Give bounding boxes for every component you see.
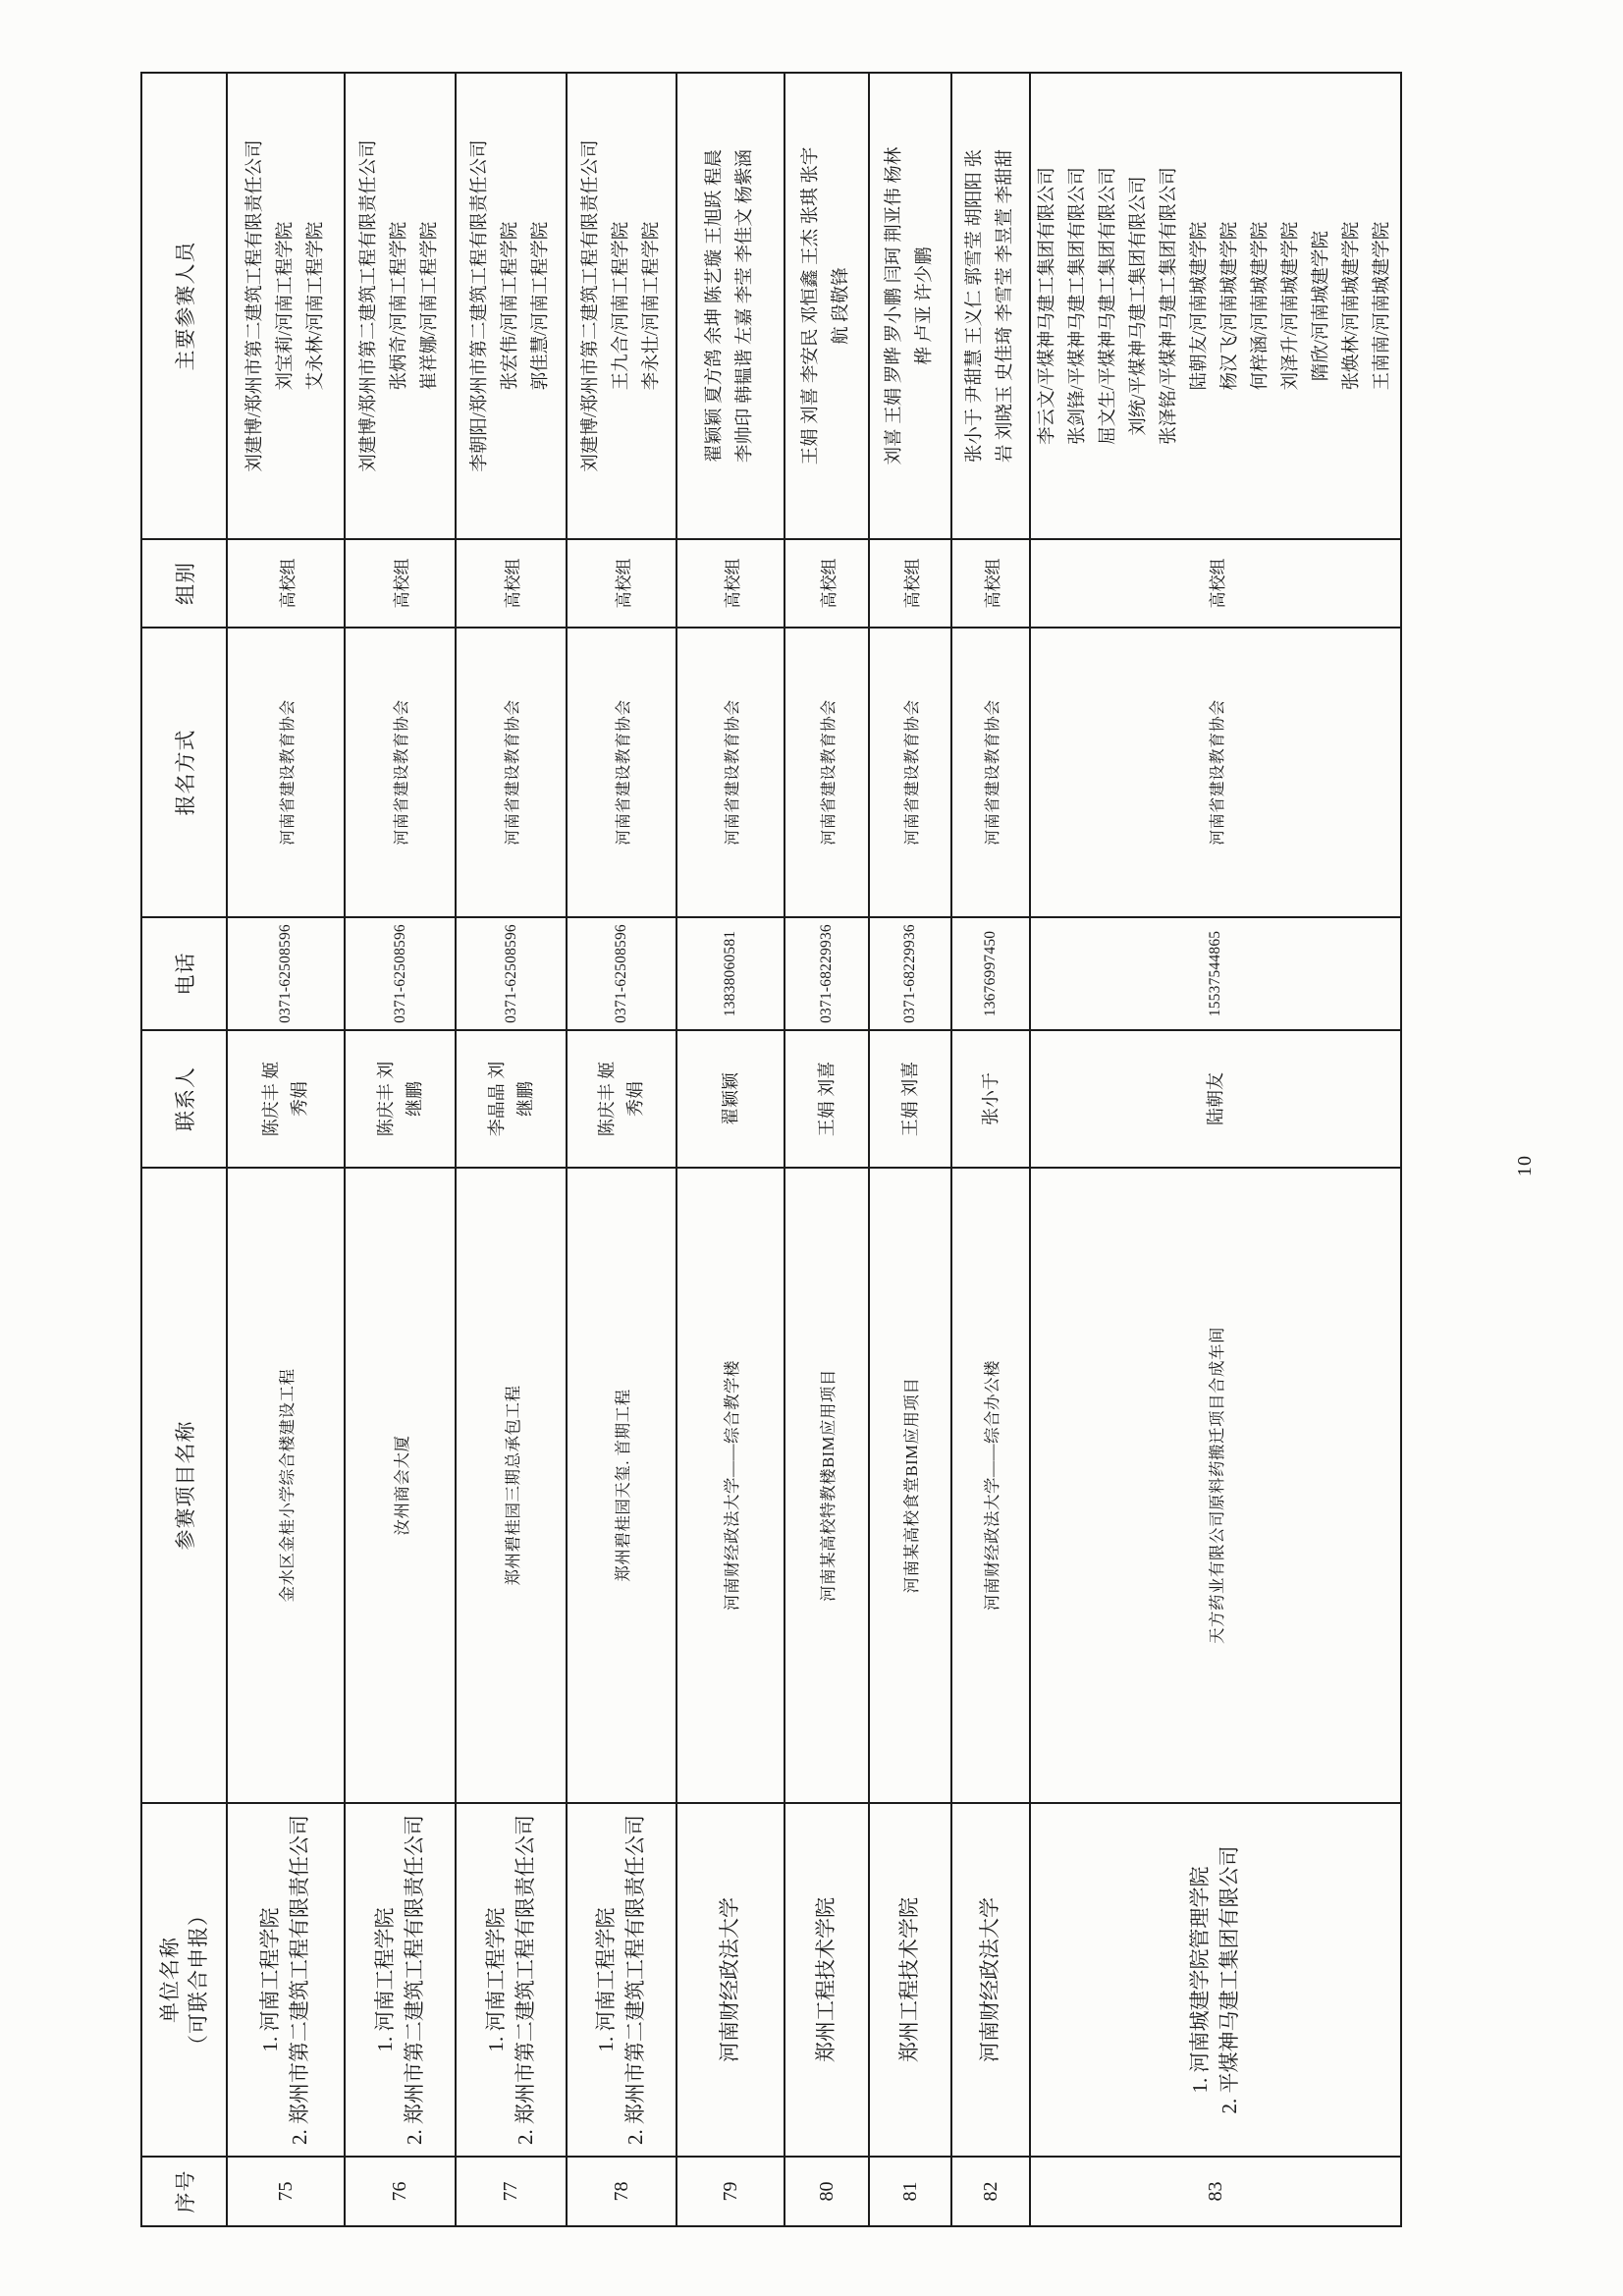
cell-project-name: 河南某高校食堂BIM应用项目 (869, 1168, 951, 1803)
cell-project-name: 金水区金桂小学综合楼建设工程 (227, 1168, 345, 1803)
table-row (567, 73, 676, 2226)
cell-main-participants (784, 73, 869, 539)
cell-phone-number: 0371-68229936 (784, 917, 869, 1030)
contact-line: 陈庆丰 刘 (375, 1061, 396, 1137)
cell-serial-number: 77 (456, 2157, 567, 2226)
unit-name-line: 2. 郑州市第二建筑工程有限责任公司 (513, 1815, 537, 2145)
header-cell-registration: 报名方式 (141, 628, 227, 917)
cell-main-participants (227, 73, 345, 539)
unit-name-line: 1. 河南城建学院管理学院 (1188, 1866, 1213, 2094)
cell-group-category: 高校组 (1030, 539, 1401, 628)
participant-line: 张炳奇/河南工程学院 (390, 221, 409, 391)
participant-line: 桦 卢亚 许少鹏 (915, 246, 935, 365)
participant-line: 刘泽升/河南城建学院 (1281, 221, 1301, 391)
table-row (227, 73, 345, 2226)
participant-line: 王娟 刘喜 李安民 邓恒鑫 王杰 张琪 张宇 (801, 146, 821, 465)
cell-project-name: 汝州商会大厦 (345, 1168, 456, 1803)
header-cell-index: 序号 (141, 2157, 227, 2226)
contact-line: 秀娟 (290, 1081, 309, 1117)
cell-unit-name (869, 1803, 951, 2157)
contact-line: 张小于 (980, 1072, 1001, 1125)
cell-project-name: 天方药业有限公司原料药搬迁项目合成车间 (1030, 1168, 1401, 1803)
cell-contact-person (456, 1030, 567, 1168)
cell-registration-method: 河南省建设教育协会 (869, 628, 951, 917)
table-row (456, 73, 567, 2226)
participant-line: 张小于 尹甜慧 王义仁 郭雪莹 胡阳阳 张 (965, 148, 985, 464)
cell-group-category: 高校组 (456, 539, 567, 628)
cell-contact-person (227, 1030, 345, 1168)
cell-unit-name (951, 1803, 1030, 2157)
participant-line: 王南南/河南城建学院 (1373, 221, 1392, 391)
participant-line: 李朝阳/郑州市第二建筑工程有限责任公司 (470, 139, 490, 472)
unit-name-line: 2. 平煤神马建工集团有限公司 (1217, 1845, 1241, 2114)
cell-group-category: 高校组 (869, 539, 951, 628)
contact-line: 陈庆丰 姬 (261, 1061, 282, 1137)
unit-name-line: 2. 郑州市第二建筑工程有限责任公司 (623, 1815, 647, 2145)
unit-name-line: 郑州工程技术学院 (814, 1897, 839, 2062)
header-unit-title: 单位名称 (158, 1937, 183, 2023)
cell-main-participants (951, 73, 1030, 539)
participant-line: 艾永林/河南工程学院 (305, 221, 326, 391)
cell-phone-number: 0371-62508596 (227, 917, 345, 1030)
cell-phone-number: 13838060581 (676, 917, 784, 1030)
participant-line: 张泽铭/平煤神马建工集团有限公司 (1160, 167, 1179, 445)
cell-group-category: 高校组 (227, 539, 345, 628)
cell-contact-person (784, 1030, 869, 1168)
cell-registration-method: 河南省建设教育协会 (951, 628, 1030, 917)
contact-line: 翟颖颖 (720, 1072, 740, 1125)
participant-line: 张宏伟/河南工程学院 (501, 221, 520, 391)
registration-table (140, 72, 1402, 2227)
header-row (141, 73, 227, 2226)
table-row (1030, 73, 1401, 2226)
unit-name-line: 1. 河南工程学院 (594, 1907, 619, 2052)
unit-name-line: 1. 河南工程学院 (258, 1907, 283, 2052)
cell-contact-person (951, 1030, 1030, 1168)
cell-main-participants (456, 73, 567, 539)
unit-name-line: 2. 郑州市第二建筑工程有限责任公司 (402, 1815, 426, 2145)
cell-serial-number: 78 (567, 2157, 676, 2226)
page-number: 10 (1514, 1155, 1536, 1176)
header-cell-contact: 联系人 (141, 1030, 227, 1168)
participant-line: 陆朝友/河南城建学院 (1190, 221, 1210, 391)
contact-line: 继鹏 (404, 1081, 424, 1117)
participant-line: 刘建博/郑州市第二建筑工程有限责任公司 (244, 139, 265, 472)
participant-line: 郭佳慧/河南工程学院 (531, 221, 551, 391)
cell-main-participants (676, 73, 784, 539)
cell-group-category: 高校组 (784, 539, 869, 628)
participant-line: 刘统/平煤神马建工集团有限公司 (1129, 176, 1149, 436)
header-cell-members: 主要参赛人员 (141, 73, 227, 539)
cell-registration-method: 河南省建设教育协会 (345, 628, 456, 917)
cell-unit-name (784, 1803, 869, 2157)
cell-main-participants (1030, 73, 1401, 539)
cell-serial-number: 76 (345, 2157, 456, 2226)
participant-line: 刘宝莉/河南工程学院 (275, 221, 296, 391)
participant-line: 杨汉飞/河南城建学院 (1220, 221, 1240, 391)
contact-line: 继鹏 (514, 1081, 535, 1117)
unit-name-line: 1. 河南工程学院 (483, 1907, 508, 2052)
cell-phone-number: 0371-62508596 (345, 917, 456, 1030)
cell-serial-number: 80 (784, 2157, 869, 2226)
participant-line: 何梓涵/河南城建学院 (1251, 221, 1271, 391)
cell-phone-number: 15537544865 (1030, 917, 1401, 1030)
table-row (951, 73, 1030, 2226)
unit-name-line: 2. 郑州市第二建筑工程有限责任公司 (288, 1815, 311, 2145)
cell-phone-number: 13676997450 (951, 917, 1030, 1030)
unit-name-line: 郑州工程技术学院 (897, 1897, 922, 2062)
participant-line: 李永壮/河南工程学院 (641, 221, 662, 391)
participant-line: 崔祥娜/河南工程学院 (420, 221, 440, 391)
cell-registration-method: 河南省建设教育协会 (567, 628, 676, 917)
cell-unit-name (456, 1803, 567, 2157)
cell-unit-name (345, 1803, 456, 2157)
cell-main-participants (345, 73, 456, 539)
header-cell-group: 组别 (141, 539, 227, 628)
cell-group-category: 高校组 (676, 539, 784, 628)
participant-line: 屈文生/平煤神马建工集团有限公司 (1099, 167, 1118, 445)
contact-line: 王娟 刘喜 (816, 1061, 837, 1137)
cell-project-name: 郑州碧桂园天玺. 首期工程 (567, 1168, 676, 1803)
table-row (869, 73, 951, 2226)
cell-registration-method: 河南省建设教育协会 (456, 628, 567, 917)
table-row (784, 73, 869, 2226)
cell-group-category: 高校组 (567, 539, 676, 628)
cell-group-category: 高校组 (951, 539, 1030, 628)
cell-serial-number: 82 (951, 2157, 1030, 2226)
cell-group-category: 高校组 (345, 539, 456, 628)
cell-contact-person (567, 1030, 676, 1168)
cell-serial-number: 83 (1030, 2157, 1401, 2226)
participant-line: 张剑锋/平煤神马建工集团有限公司 (1068, 167, 1088, 445)
participant-line: 王九合/河南工程学院 (611, 221, 631, 391)
participant-line: 张焕林/河南城建学院 (1342, 221, 1362, 391)
cell-phone-number: 0371-62508596 (456, 917, 567, 1030)
participant-line: 李云文/平煤神马建工集团有限公司 (1038, 167, 1057, 445)
cell-contact-person (869, 1030, 951, 1168)
participant-line: 刘建博/郑州市第二建筑工程有限责任公司 (580, 139, 601, 472)
cell-unit-name (676, 1803, 784, 2157)
cell-main-participants (869, 73, 951, 539)
unit-name-line: 河南财经政法大学 (978, 1897, 1002, 2062)
cell-serial-number: 81 (869, 2157, 951, 2226)
cell-project-name: 河南财经政法大学——综合教学楼 (676, 1168, 784, 1803)
cell-contact-person (676, 1030, 784, 1168)
header-unit-subtitle: （可联合申报） (186, 1904, 210, 2055)
unit-name-line: 1. 河南工程学院 (372, 1907, 397, 2052)
participant-line: 李帅印 韩韫谐 左嘉 李莹 李佳文 杨紫涵 (735, 148, 755, 464)
contact-line: 陆朝友 (1205, 1072, 1225, 1125)
participant-line: 刘建博/郑州市第二建筑工程有限责任公司 (359, 139, 379, 472)
participant-line: 隋欣/河南城建学院 (1312, 230, 1331, 382)
cell-main-participants (567, 73, 676, 539)
cell-registration-method: 河南省建设教育协会 (784, 628, 869, 917)
cell-project-name: 河南财经政法大学——综合办公楼 (951, 1168, 1030, 1803)
participant-line: 翟颖颖 夏方鸽 余坤 陈艺璇 王旭跃 程晨 (705, 148, 725, 464)
participant-line: 岩 刘晓玉 史佳琦 李雪莹 李昱萱 李甜甜 (996, 148, 1015, 464)
header-cell-unit (141, 1803, 227, 2157)
cell-phone-number: 0371-62508596 (567, 917, 676, 1030)
cell-serial-number: 75 (227, 2157, 345, 2226)
cell-registration-method: 河南省建设教育协会 (227, 628, 345, 917)
contact-line: 李晶晶 刘 (486, 1061, 507, 1137)
contact-line: 陈庆丰 姬 (597, 1061, 618, 1137)
contact-line: 王娟 刘喜 (899, 1061, 920, 1137)
cell-project-name: 郑州碧桂园三期总承包工程 (456, 1168, 567, 1803)
cell-unit-name (1030, 1803, 1401, 2157)
cell-serial-number: 79 (676, 2157, 784, 2226)
table-row (676, 73, 784, 2226)
cell-registration-method: 河南省建设教育协会 (1030, 628, 1401, 917)
participant-line: 航 段敬锋 (832, 267, 851, 345)
contact-line: 秀娟 (625, 1081, 645, 1117)
cell-unit-name (567, 1803, 676, 2157)
cell-unit-name (227, 1803, 345, 2157)
header-cell-phone: 电话 (141, 917, 227, 1030)
cell-contact-person (345, 1030, 456, 1168)
cell-registration-method: 河南省建设教育协会 (676, 628, 784, 917)
cell-project-name: 河南某高校特教楼BIM应用项目 (784, 1168, 869, 1803)
table-row (345, 73, 456, 2226)
cell-phone-number: 0371-68229936 (869, 917, 951, 1030)
cell-contact-person (1030, 1030, 1401, 1168)
participant-line: 刘喜 王娟 罗晔 罗小鹏 闫珂 荆亚伟 杨林 (885, 146, 904, 465)
unit-name-line: 河南财经政法大学 (718, 1897, 742, 2062)
header-cell-project: 参赛项目名称 (141, 1168, 227, 1803)
